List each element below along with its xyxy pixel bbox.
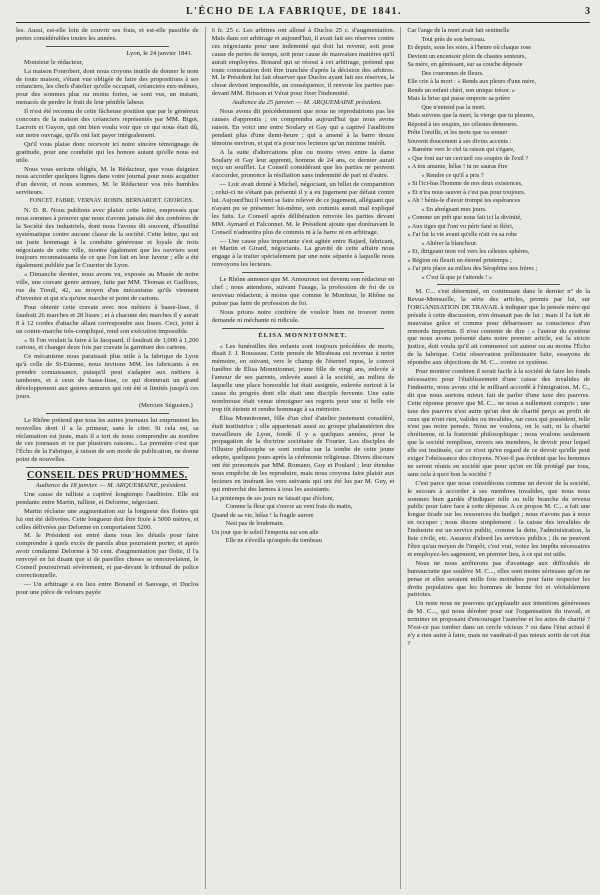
poem-line: Nest pas de lendemain. [225, 520, 285, 528]
poem-line: « A ton amante, hélas ! tu ne sauras être [407, 163, 508, 170]
poem-line: « J'ai fui la vie avant qu'elle n'ait vu sa robe [407, 231, 518, 238]
poem-line: Car l'ange de la mort avait fait sentinelle [407, 27, 510, 34]
article-paragraph: Ce mécanisme nous paraissait plus utile à la fabrique de Lyon qu'à celle de St-Etienne, nous invitons MM. les fabricants à en prendre connaissance, puisqu'il peut s'adapter aux métiers à tambours, et à ceux de basse-lisse, ce qui donnerait un grand développement aux genres armures qui ont été si limités jusqu'à ces jours. [16, 353, 199, 400]
source-credit: (Mercure Ségusien.) [138, 401, 193, 409]
divider [26, 467, 189, 468]
letter-paragraph: Qu'il vous plaise donc recevoir ici notre sincère témoignage de gratitude, pour une conduite qui les honore autant qu'elle nous est utile. [16, 140, 199, 164]
case-paragraph: — Un arbitrage a eu lieu entre Bonand et Sauvage, et Duclos pour une pièce de velours payée [16, 580, 199, 596]
audience-line: Audience du 18 janvier. — M. ARQUEMAINE, président. [35, 482, 187, 490]
masthead-title: L'ÉCHO DE LA FABRIQUE, DE 1841. [186, 6, 403, 17]
poem-line: Que n'entend pas la mort. [421, 103, 486, 111]
obituary-title: ÉLISA MONNITONNET. [258, 331, 348, 339]
poem-line: Comme la fleur qui s'ouvre au vent frais du matin, [225, 503, 353, 511]
poem-line: Des couronnes de fleurs. [421, 69, 484, 77]
poem-line: « Et n'ira nous sauver à c'est pas pour toujours. [407, 188, 526, 196]
poem-line: Prête l'oreille, et les mots que va sonner [407, 129, 508, 136]
article-paragraph: Nous ne nous arrêterons pas d'avantage aux difficultés de bureaucratie que soulève M. C..., elles sont moins sérieuses qu'on ne pense et elles seraient mille fois moindres pour faire respecter les droits populaires que les hommes de bonne foi et véritablement patriotes. [407, 559, 590, 599]
letter-paragraph: La maison Fonrobert, dont nous croyons inutile de donner le nom de toute maison, s'étant vue obligée de faire des propositions à ses créanciers, les chefs d'atelier qu'elle occupait, créanciers eux-mêmes, pour des sommes plus ou moins fortes, se sont vus, un instant, menacés de perdre le fruit de leur pénible labeur. [16, 67, 199, 107]
poem-line: « Région où fleurit un éternel printemps ; [407, 256, 512, 264]
column-separator [205, 27, 206, 889]
case-paragraph: Une cause de tulliste a captivé longtemps l'auditoire. Elle est pendante entre Martin, tulliste, et Delorme, négociant. [16, 490, 199, 506]
column-2 [212, 27, 395, 889]
poem-line: Mais la brise qui passe emporte sa prière [407, 95, 510, 102]
intro-text: les. Aussi, est-elle loin de couvrir ses frais, et est-elle passible de pertes considérables toutes les années. [16, 27, 199, 42]
article-paragraph: M. C... s'est déterminé, en continuant dans le dernier n° de la Revue-Mensuelle, la série des articles, promis par lui, sur l'ORGANISATION DE TRAVAIL à indiquer que la pensée mère qui préside à cette discussion, n'en émanait pas de lui ; mais il l'a fait de mauvaise grâce et comme pour débarrasser sa conscience d'un remords importun. Il n'est contente de dire : « l'auteur du système que nous avons présenté dans notre premier article, est la stricte justice, doit voulu qu'il ait commencé cet auteur ou au moins l'Écho de la fabrique. Cette observation préliminaire faite, essayons de répondre aux objections de M. C... contre ce système. [407, 288, 590, 367]
poem-line: Un jour que le soleil l'emporta sur son aile [211, 528, 319, 536]
columns [16, 27, 590, 889]
obituary-paragraph: « Les funérailles des enfants sont toujours précédées de morts, disait J. J. Rousseau. Cette pensée de Mirabeau est revenue à notre mémoire, en suivant, vers le champ de l'éternel repos, le convoi funèbre de Élisa Monnitonnet, jeune fille de vingt ans, enlevée à l'amour de ses parents, enlevée aussi à la société, au milieu de laquelle une place honorable lui était assignée, enlevée surtout à la cause du progrès dont elle était une disciple fervente. Une suite nombreuse était venue témoigner ses regrets pour une si belle vie trop tôt éteinte et rendre hommage à sa mémoire. [211, 342, 395, 413]
case-paragraph: Nous avons dit précédemment que nous ne reproduirions pas les causes d'apprentis ; on comprendra aujourd'hui que nous avons raison. En voici une entre Soulary et Gay qui a captivé l'auditoire pendant plus d'une demi-heure ; qui a amené à la barre douze témoins environ, et qui n'a pour nos lecteurs qu'un minime intérêt. [211, 108, 395, 147]
poem [212, 495, 395, 545]
poem-line: « Rendre ce qu'il a pris ? [421, 171, 484, 179]
poem-line: « J'ai pris place au milieu des Séraphins nos frères ; [407, 265, 538, 272]
poem-line: Tout près de son berceau. [421, 35, 486, 43]
column-1 [16, 27, 199, 889]
article-paragraph: Un reste nous ne pouvons qu'applaudir aux intentions généreuses de M. C..., qui nous dérober pour sur l'organisation du travail, et terminer en proposant d'encourager l'aumône et les actes de charité ? N'est-ce pas tomber dans un cercle vicieux ? ou dans l'état actuel il n'y a rien autre à faire, mais ne vaudrait-il pas mieux sortir de cet état ? [407, 600, 590, 647]
obituary-paragraph: Élisa Monnitonnet, fille d'un chef d'atelier justement considéré, était institutrice ; elle appartenait aussi au groupe phalanstérien des travailleurs de Lyon, fondé il y a quelques années, pour la propagation de la doctrine sociétaire de Fourier. Les disciples de l'illustre philosophe se sont rendus sur la tombe de cette jeune adepte, quelques jours après la cérémonie religieuse. Divers discours ont été prononcés par MM. Romano, Guy et Poulard ; leur étendue nous empêche de les reproduire, mais nous croyons faire plaisir aux lecteurs en insérant les vers suivants qui ont été lus par M. Guy, et qui entrerchè des larmes à tous les assistants. [211, 414, 395, 493]
case-paragraph: — Une cause plus importante s'est agitée entre Bajard, fabricant, et Martin et Girard, négociants. La gravité de cette affaire nous engage à la traiter spécialement par une note séparée à laquelle nous renvoyons les lecteurs. [211, 237, 395, 269]
poem-line: « Aux tiges qui l'ont vu périr fané et flétri, [407, 222, 514, 230]
divider [242, 272, 365, 273]
divider [46, 46, 169, 47]
poem-line: Elle crie à la mort : « Rends aux pleurs d'une mère, [407, 78, 537, 85]
article-paragraph: « Dimanche dernier, nous avons vu, exposée au Musée de notre ville, une cravate genre armure, faite par MM. Thomas et Guilloux, rue du Treuil, 42, au moyen d'un mécanisme qu'ils viennent d'inventer et qui n'a qu'une marche et point de cartons. [16, 271, 199, 302]
article-paragraph: Pour montrer combien il serait facile à la société de faire les fonds nécessaires pour l'établissement d'une caisse des invalides de l'industrie, nous avons cité le milliard accordé à l'émigration. M. C., dit que nous aurions mieux fait de parler d'une taxe des pauvres. Cette réponse prouve que M. C... ne nous a nullement compris ; une taxe des pauvres n'est autre qu'un don de charité perçu au profit de ceux qui n'ont rien, valides ou invalides, sur ceux qui possèdent, telle n'est pas notre pensée. Nous ne voulons, on le sait, ni la charité chrétienne, ni la fraternité philosophique ; nous voulons seulement que la société remplisse, envers ses membres, le devoir pour lequel elle est instituée, car ce n'est qu'en regard de ce devoir qu'elle peut exiger l'obéissance des citoyens. N'est-il pas évident que les hommes ne seront réunis en société que pour qu'on en fût protégé par tous, sans cela à quoi bon la société ? [407, 368, 590, 478]
poem-line: Et depuis, sous les soirs, à l'heure où chaque rose [407, 44, 532, 51]
poem-line: Le printemps de ses jours ne faisait que d'éclore, [211, 494, 334, 502]
poem-line: Souvent doucement à ses divins accents : [407, 137, 512, 145]
article-paragraph: Le Rhône prétend que tous les autres journaux lui empruntent les nouvelles dont il a la primeur, sans le citer. Si cela est, sa réclamation est juste, mais il a tort de nous comprendre au nombre de ces journaux et ce par plusieurs raisons... La première c'est que l'Écho de la Fabrique, à raison de son mode de publication, ne donne point de nouvelles. [16, 416, 199, 464]
case-paragraph: M. le Président est entré dans tous les détails pour faire comprendre à quels excès de pareils abus pourraient porter, et après avoir condamné Delorme à 50 cent. d'augmentation par flotte, il l'a renvoyé en lui disant que si de pareilles choses se renouvelaient, le Conseil poursuivrait sévèrement, et par-devant le tribunal de police correctionnelle. [16, 532, 199, 579]
poem-line: « Comme un prêt que nous fait ici la divinité, [407, 214, 522, 221]
case-paragraph: 6 fr. 25 c. Les arbitres ont alloué à Duclos 25 c. d'augmentation. Mais dans cet arbitrage et aujourd'hui, il avait fait ses réserves contre ces négociants pour une indemnité qui doit lui revenir, soit pour cause de pertes de temps, soit pour cause de mauvaises matières qu'il aurait employées. Bonand qui se résout à cet arbitrage, prétend que toute contestation doit être tranchée d'après la décision des arbitres. M. le Président lui fait observer que Duclos ayant fait ses réserves, la chose devient impossible, en conséquence, il renvoie les parties par-devant MM. Brisson et Vérat pour fixer l'indemnité. [211, 27, 395, 98]
column-separator [400, 27, 401, 889]
poem-line: « Et, dirigeant mon vol vers les célestes sphères, [407, 248, 530, 255]
poem-line: Rends un enfant chéri, son unique trésor. » [407, 86, 515, 94]
audience-line: Audience du 25 janvier. — M. ARQUEMAINE président. [232, 99, 382, 107]
poem-line: Répond à tes soupirs, tes célestes demeures. [407, 120, 519, 128]
divider [437, 284, 560, 285]
signatories: FONCET. FABRE. VERNAY. ROBIN. BERNARDET. GEORGES. [29, 198, 194, 205]
salutation: Monsieur le rédacteur, [24, 58, 84, 66]
poem-line: « Si l'ici-bas l'homme de nos deux existences, [407, 180, 523, 187]
column-3 [407, 27, 590, 889]
poem-line: « Ah ! bénis-le d'avoir trompé tes espérances [407, 197, 521, 204]
article-paragraph: C'est parce que nous considérons comme un devoir de la société, le secours à accorder à ses membres invalides, que nous nous sommes bien gardés d'indiquer telle ou telle branche du revenu public pour faire face à cette dépense. A ce propos M. C... a fait une longue tirade sur les ressources du budget ; nous n'avons pas à nous en occuper ; nous disons simplement : la caisse des invalides de l'industrie est un service public, comme la dette, l'administration, la liste civile, etc. Assurez d'abord les services publics ; ils ne peuvent l'être qu'au moyen de l'impôt, c'est vrai, votez les impôts nécessaires et employez-les sagement, en premier lieu, à ce qui est utile. [407, 479, 590, 558]
poem-line: « Ramène vers le ciel ta raison qui s'égare, [407, 146, 515, 153]
dateline: Lyon, le 24 janvier 1841. [126, 49, 193, 57]
poem-line: « En abrégeant mes jours. [421, 205, 487, 213]
divider [46, 413, 169, 414]
case-paragraph: — Loir avait donné à Michel, négociant, un billet de comparution ; celui-ci ne s'étant pas présenté il y a eu jugement par défaut contre lui. Aujourd'hui il vient se faire relever de ce jugement, alléguant que n'ayant pu se présenter lui-même, son commis aurait mal expliqué les faits. Le Conseil après délibération renvoie les parties devant MM. Aymard et Falconnet. M. le Président ajoute que dorénavant le Conseil n'admettra plus de commis ni à la barre ni en arbitrage. [211, 181, 395, 236]
case-paragraph: Martin réclame une augmentation sur la longueur des flottes qui lui ont été délivrées. Cette longueur doit être fixée à 5000 mètres, et celles délivrées par Delorme en comportaient 5200. [16, 507, 199, 531]
poem-line: Mais suivons que la mort, la vierge que tu pleures, [407, 112, 535, 119]
poem-line: « Altérer la blancheur. [421, 239, 478, 247]
page-number: 3 [585, 6, 590, 17]
section-title: CONSEIL DES PRUD'HOMMES. [27, 470, 188, 482]
article-paragraph: Pour obtenir cette cravate avec nos métiers à basse-lisse, il faudrait 26 marches et 28 lisses ; et à chacune des marches il y aurait 8 à 12 cordes d'attache allant correspondre aux lisses. Ceci, joint à un contre-marche très-compliqué, rend son exécution impossible. [16, 303, 199, 335]
poem-line: Devient un encensoir plein de chastes senteurs, [407, 52, 527, 60]
poem-line: Quand de sa vie, hélas ! la fragile aurore [211, 511, 314, 519]
article-paragraph: Nous prions notre confrère de vouloir bien ne trouver notre demande ni méchante ni ridicule. [211, 308, 395, 324]
letter-paragraph: Nous vous serions obligés, M. le Rédacteur, que vous daigniez nous accorder quelques lignes dans votre journal pour nous acquitter d'un devoir, et nous sommes, M. le Rédacteur vos très humbles serviteurs. [16, 165, 199, 197]
poem-line: « Que font sur un cercueil ces soupirs de l'exil ? [407, 154, 529, 162]
case-paragraph: A la suite d'altercations plus ou moins vives entre la dame Soulary et Gay leur apprenti, homme de 24 ans, ce dernier aurait reçu un soufflet. Le Conseil considérant que les parties ne peuvent s'accorder, prononce la résiliation sans indemnité de part ni d'autre. [211, 148, 395, 180]
poem-continued [407, 27, 590, 281]
divider [222, 328, 385, 329]
poem-line: Elle ne s'éveilla qu'auprès du tombeau [225, 537, 322, 545]
page-header [16, 6, 590, 23]
article-paragraph: « Si l'on voulait la faire à la Jacquard, il faudrait de 1,000 à 1,200 cartons, et changer deux fois par cravate la garniture des cartons. [16, 336, 199, 352]
poem-line: « C'est là que je t'attends ! » [421, 273, 492, 281]
letter-paragraph: Il n'est été reconnu de cette fâcheuse position que par le généreux concours de la maison des créanciers représentés par MM. Bigot, Lacroix et Guyon, qui ont bien voulu voir que ce qui nous était dû, sur notre ouvrage, qu'ils ont fait payer intégralement. [16, 108, 199, 139]
article-paragraph: Le Rhône annonce que M. Amouroux est devenu son rédacteur en chef ; nous attendons, suivant l'usage, la profession de foi de ce nouveau rédacteur, à moins que comme le Moniteur, le Rhône ne puisse pas faire de profession de foi. [211, 276, 395, 307]
poem-line: Sa mère, en gémissant, sur sa couche déposée [407, 61, 523, 68]
editor-note: N. D. R. Nous publions avec plaisir cette lettre, empressés que nous sommes à prouver que nous n'avons jamais été des confrères de la Société des industriels, dont nous l'avons dit souvent, d'hostilité systématique contre aucune classe de la société. Cette lettre, qui est un juste hommage à la conduite généreuse et loyale de trois négociants de cette ville, montre également que les ouvriers sont toujours reconnaissants de ce que l'on fait en leur faveur ; elle a été également publiée par le Courrier de Lyon. [16, 207, 199, 270]
